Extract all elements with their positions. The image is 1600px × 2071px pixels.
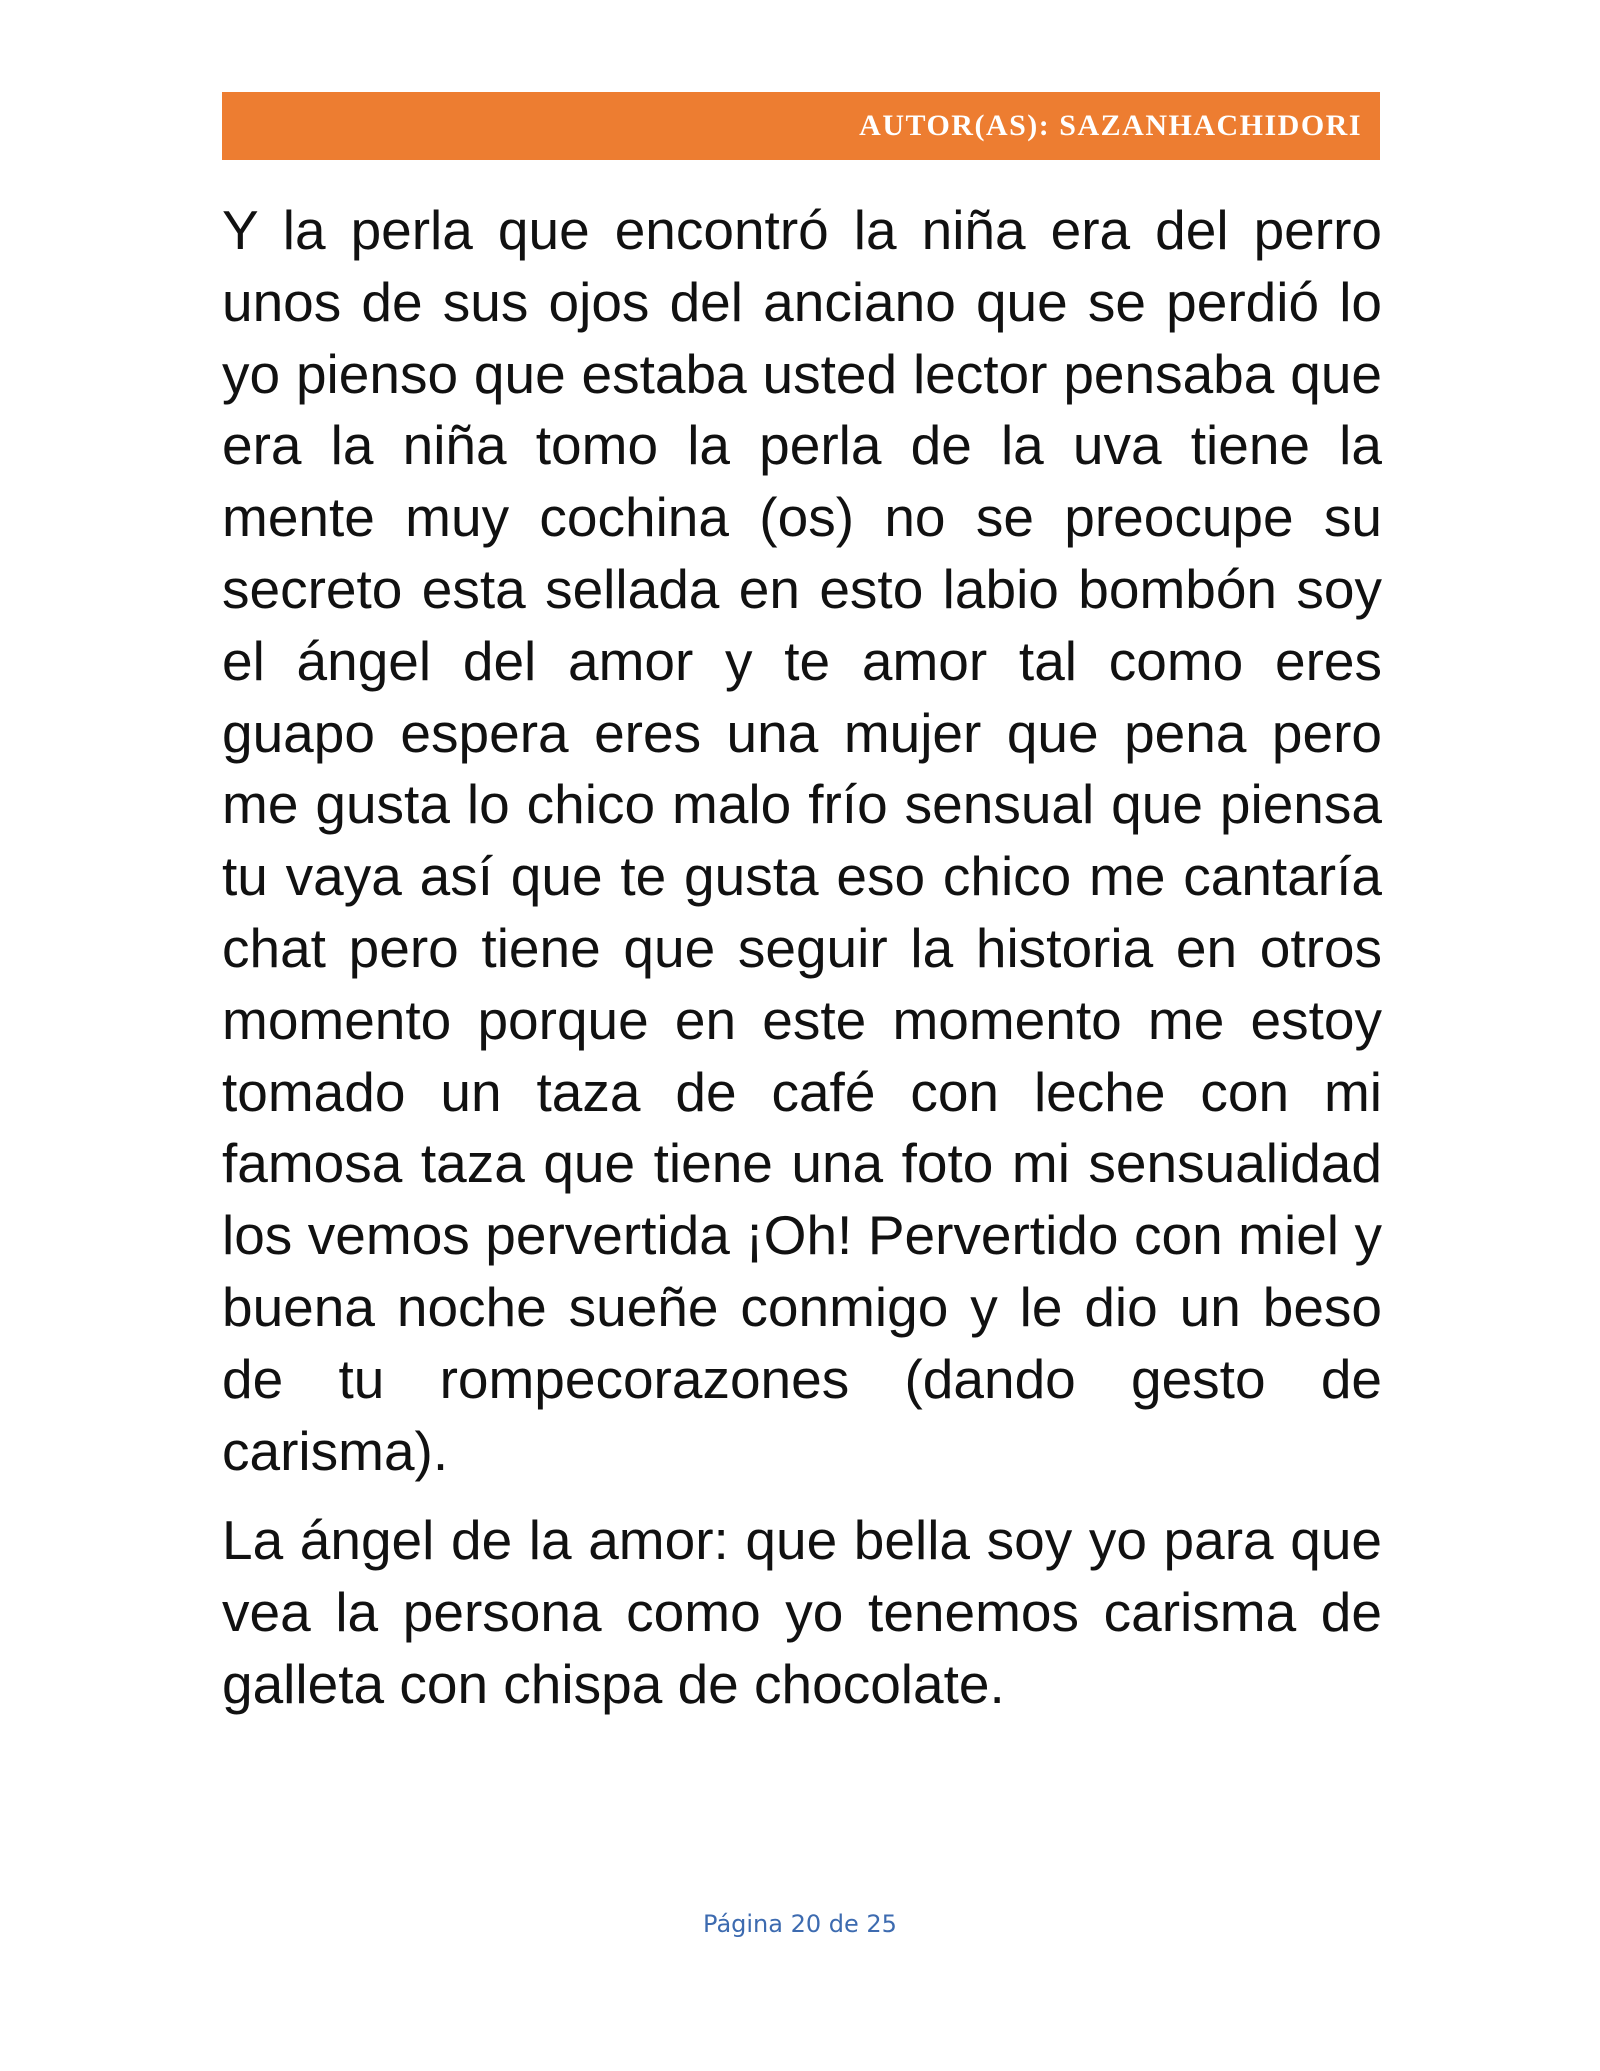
page-number: Página 20 de 25 [703, 1910, 897, 1938]
page-body [222, 195, 1382, 1721]
paragraph: La ángel de la amor: que bella soy yo para que vea la persona como yo tenemos carisma de galleta con chispa de chocolate. [222, 1509, 1382, 1715]
header-bar [222, 92, 1380, 160]
paragraph: Y la perla que encontró la niña era del perro unos de sus ojos del anciano que se perdió lo yo pienso que estaba usted lector pensaba que era la niña tomo la perla de la uva tiene la mente muy cochina (os) no se preocupe su secreto esta sellada en esto labio bombón soy el ángel del amor y te amor tal como eres guapo espera eres una mujer que pena pero me gusta lo chico malo frío sensual que piensa tu vaya así que te gusta eso chico me cantaría chat pero tiene que seguir la historia en otros momento porque en este momento me estoy tomado un taza de café con leche con mi famosa taza que tiene una foto mi sensualidad los vemos pervertida ¡Oh! Pervertido con miel y buena noche sueñe conmigo y le dio un beso de tu rompecorazones (dando gesto de carisma). [222, 199, 1382, 1482]
header-author: AUTOR(AS): SAZANHACHIDORI [859, 109, 1362, 142]
